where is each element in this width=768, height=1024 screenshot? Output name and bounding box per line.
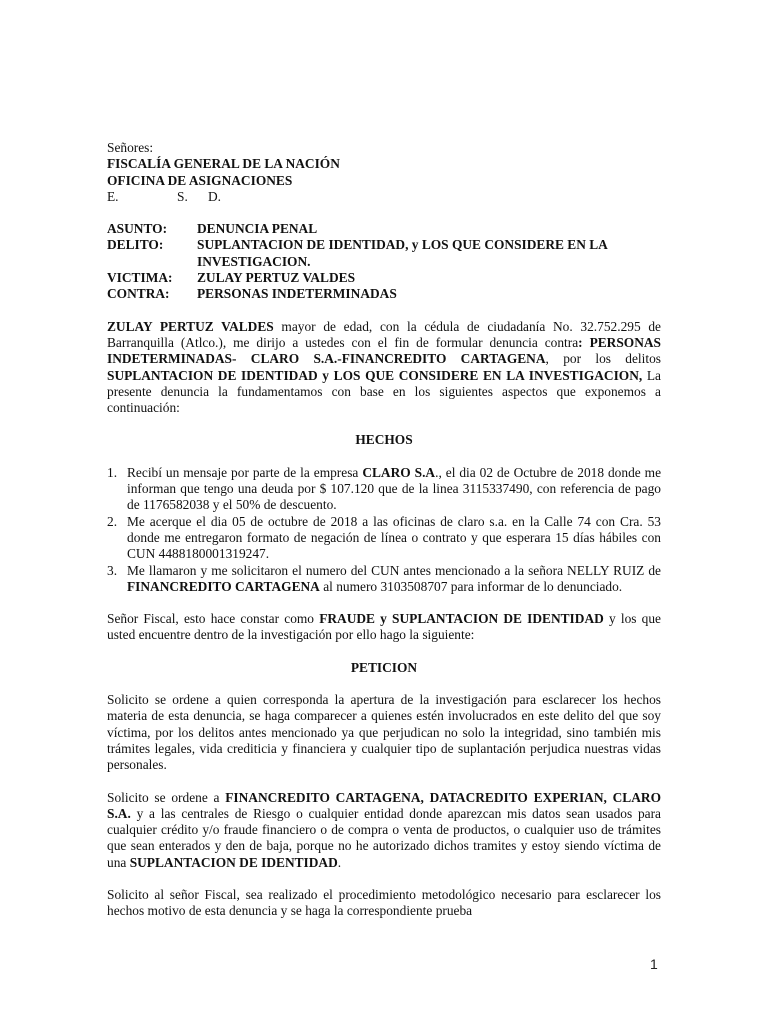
fact-number: 2. [107, 513, 118, 529]
meta-value-contra: PERSONAS INDETERMINADAS [197, 286, 397, 302]
fact-number: 3. [107, 562, 118, 578]
peticion-paragraph-3: Solicito al señor Fiscal, sea realizado el procedimiento metodológico necesario para esclarecer los hechos motivo de esta denuncia y se haga la correspondiente prueba [107, 886, 661, 919]
p2-bold: SUPLANTACION DE IDENTIDAD [129, 854, 338, 870]
fact-bold: CLARO S.A [362, 464, 436, 480]
meta-key-victima: VICTIMA: [107, 270, 173, 286]
intro-colon: : [578, 334, 583, 350]
fact-bold: FINANCREDITO CARTAGENA [127, 578, 320, 594]
list-item [107, 563, 661, 596]
meta-value-delito: SUPLANTACION DE IDENTIDAD, y LOS QUE CONSIDERE EN LA INVESTIGACION. [197, 237, 608, 269]
case-metadata [107, 221, 661, 302]
salutation: Señores: [107, 140, 154, 155]
intro-text-1: mayor de edad, con la cédula de ciudadanía No. 32.752.295 de Barranquilla (Atlco.), me dirijo a ustedes con el fin de formular denuncia contra [107, 318, 661, 350]
esd-line [107, 189, 661, 205]
fact-text-end: al numero 3103508707 para informar de lo denunciado. [319, 578, 623, 594]
meta-value-victima: ZULAY PERTUZ VALDES [197, 270, 356, 286]
fact-number: 1. [107, 464, 118, 480]
facts-list [107, 465, 661, 595]
document-body [107, 140, 661, 920]
intro-paragraph [107, 319, 661, 417]
meta-key-asunto: ASUNTO: [107, 221, 168, 237]
peticion-paragraph-2 [107, 790, 661, 871]
meta-key-delito: DELITO: [107, 237, 164, 253]
fiscal-bold: FRAUDE y SUPLANTACION DE IDENTIDAD [319, 611, 604, 627]
crimes: SUPLANTACION DE IDENTIDAD y LOS QUE CONSIDERE EN LA INVESTIGACION, [107, 367, 643, 383]
fact-text-end: ., el dia 02 de Octubre de 2018 donde me informan que tengo una deuda por $ 107.120 que de la linea 3115337490, con referencia de pago de 1176582038 y el 50% de descuento. [127, 464, 662, 513]
addressee-line-1: FISCALÍA GENERAL DE LA NACIÓN [107, 156, 340, 172]
fact-text: Me llamaron y me solicitaron el numero del CUN antes mencionado a la señora NELLY RUIZ de [127, 562, 661, 578]
p2-text-2: y a las centrales de Riesgo o cualquier entidad donde aparezcan mis datos sean usados para cualquier crédito y/o fraude financiero o de compra o venta de productos, o cualquier uso de trámites que sean enterados y den de baja, porque no he autorizado dichos tramites y estoy siendo víctima de una [107, 805, 661, 870]
esd-s: S. [177, 188, 188, 204]
p2-entities: FINANCREDITO CARTAGENA, DATACREDITO EXPERIAN, CLARO S.A. [107, 789, 661, 821]
list-item [107, 465, 661, 514]
p2-text-1: Solicito se ordene a [107, 789, 226, 805]
meta-key-contra: CONTRA: [107, 286, 170, 302]
esd-d: D. [208, 188, 222, 204]
hechos-heading: HECHOS [355, 432, 413, 448]
peticion-heading: PETICION [350, 659, 418, 675]
complainant-name: ZULAY PERTUZ VALDES [107, 318, 274, 334]
fact-text: Recibí un mensaje por parte de la empresa [127, 464, 363, 480]
fiscal-text-2: y los que usted encuentre dentro de la investigación por ello hago la siguiente: [107, 611, 661, 643]
meta-value-asunto: DENUNCIA PENAL [197, 221, 318, 237]
fact-text: Me acerque el dia 05 de octubre de 2018 a las oficinas de claro s.a. en la Calle 74 con Cra. 53 donde me entregaron formato de negación de línea o contrato y que esperara 15 días hábiles con CUN 4488180001319247. [127, 513, 661, 562]
addressee-line-2: OFICINA DE ASIGNACIONES [107, 172, 293, 188]
intro-text-3: La presente denuncia la fundamentamos con base en los siguientes aspectos que exponemos a continuación: [107, 367, 661, 416]
peticion-paragraph-1: Solicito se ordene a quien corresponda la apertura de la investigación para esclarecer los hechos materia de esta denuncia, se haga comparecer a quienes estén involucrados en este delito del que soy víctima, por los delitos antes mencionado ya que perjudican no solo la integridad, sino también mis trámites legales, vida crediticia y financiera y cualquier tipo de suplantación perjudica nuestras vidas personales. [107, 692, 661, 773]
fiscal-paragraph [107, 611, 661, 644]
intro-text-2: , por los delitos [545, 351, 662, 367]
list-item [107, 514, 661, 563]
accused-parties: PERSONAS INDETERMINADAS- CLARO S.A.-FINANCREDITO CARTAGENA [107, 334, 661, 367]
page-number: 1 [650, 956, 658, 972]
p2-text-3: . [337, 854, 342, 870]
esd-e: E. [107, 188, 119, 204]
fiscal-text-1: Señor Fiscal, esto hace constar como [107, 611, 320, 627]
